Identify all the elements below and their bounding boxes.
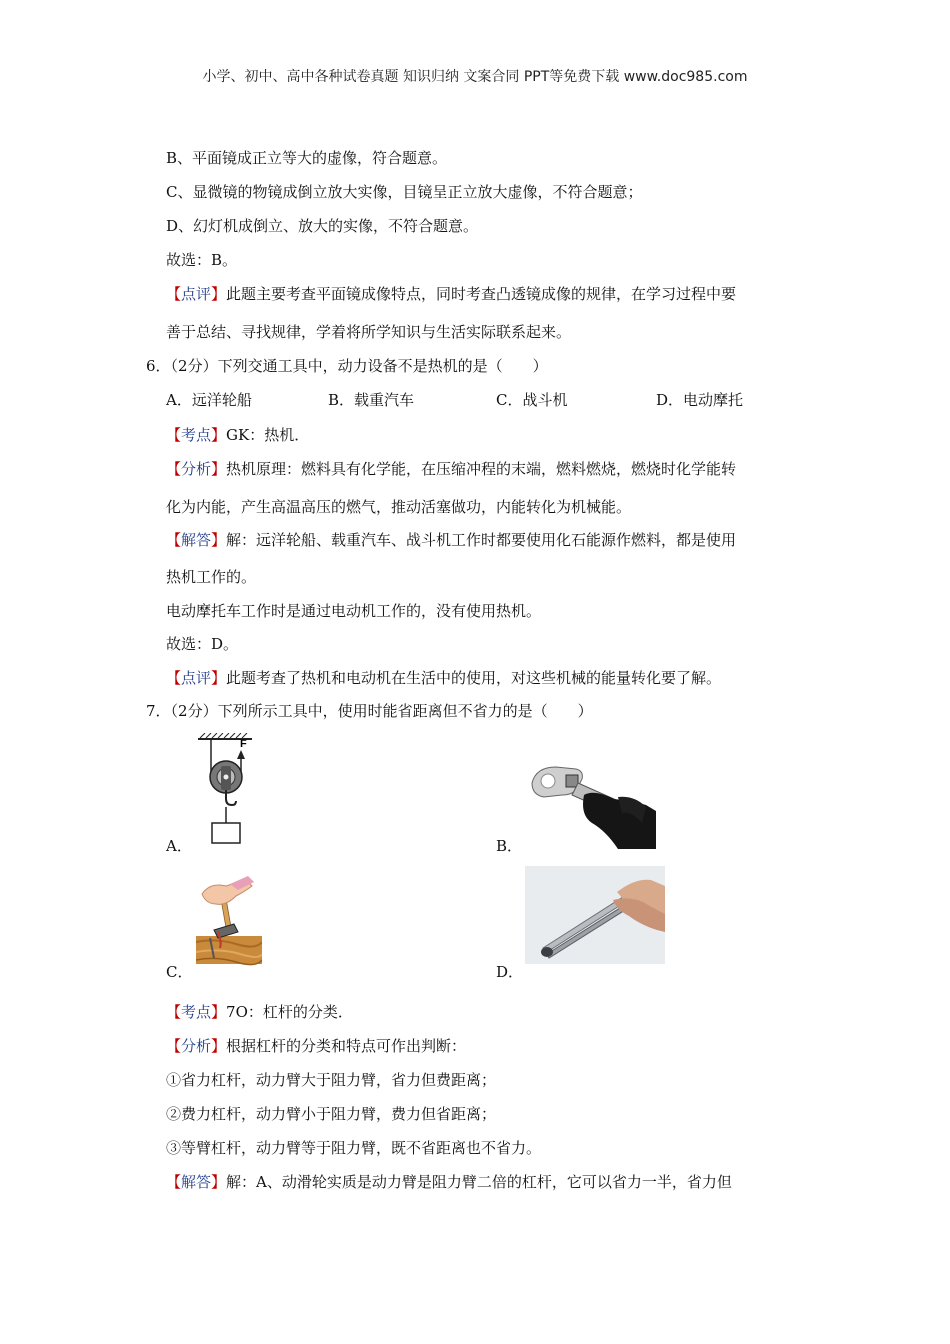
q7-analysis-line-4: ③等臂杠杆，动力臂等于阻力臂，既不省距离也不省力。 bbox=[166, 1139, 542, 1157]
q7-figure-a-label: A． bbox=[166, 837, 192, 855]
q6-analysis-line-2: 化为内能，产生高温高压的燃气，推动活塞做功，内能转化为机械能。 bbox=[166, 498, 632, 516]
q7-figure-b-label: B． bbox=[496, 837, 523, 855]
page-header: 小学、初中、高中各种试卷真题 知识归纳 文案合同 PPT等免费下载 www.doc985.com bbox=[202, 69, 748, 85]
force-label: F bbox=[240, 738, 247, 750]
q7-solution-line-1: 【解答】解：A、动滑轮实质是动力臂是阻力臂二倍的杠杆，它可以省力一半，省力但 bbox=[166, 1173, 732, 1191]
q7-analysis-line-2: ①省力杠杆，动力臂大于阻力臂，省力但费距离； bbox=[166, 1071, 497, 1089]
q7-point: 【考点】7O：杠杆的分类． bbox=[166, 1003, 353, 1021]
q6-comment: 【点评】此题考查了热机和电动机在生活中的使用，对这些机械的能量转化要了解。 bbox=[166, 669, 722, 687]
q6-answer: 故选：D。 bbox=[166, 635, 239, 653]
q5-option-b-explanation: B、平面镜成正立等大的虚像，符合题意。 bbox=[166, 149, 448, 167]
q6-option-c: C．战斗机 bbox=[496, 391, 568, 409]
wrench-figure bbox=[522, 761, 658, 849]
q6-option-a: A．远洋轮船 bbox=[166, 391, 252, 409]
q5-option-c-explanation: C、显微镜的物镜成倒立放大实像，目镜呈正立放大虚像，不符合题意； bbox=[166, 183, 643, 201]
q5-comment-line-2: 善于总结、寻找规律，学着将所学知识与生活实际联系起来。 bbox=[166, 323, 572, 341]
q7-figure-d-label: D． bbox=[496, 963, 524, 981]
q6-stem: 6．（2分）下列交通工具中，动力设备不是热机的是（ ） bbox=[146, 357, 548, 375]
q6-analysis-line-1: 【分析】热机原理：燃料具有化学能，在压缩冲程的末端，燃料燃烧，燃烧时化学能转 bbox=[166, 460, 737, 478]
q6-solution-line-3: 电动摩托车工作时是通过电动机工作的，没有使用热机。 bbox=[166, 602, 542, 620]
q5-comment-line-1: 【点评】此题主要考查平面镜成像特点，同时考查凸透镜成像的规律，在学习过程中要 bbox=[166, 285, 737, 303]
q7-analysis-line-1: 【分析】根据杠杆的分类和特点可作出判断： bbox=[166, 1037, 467, 1055]
pulley-figure bbox=[196, 733, 262, 849]
hammer-figure bbox=[196, 876, 262, 966]
q6-solution-line-1: 【解答】解：远洋轮船、载重汽车、战斗机工作时都要使用化石能源作燃料，都是使用 bbox=[166, 531, 737, 549]
q5-option-d-explanation: D、幻灯机成倒立、放大的实像，不符合题意。 bbox=[166, 217, 479, 235]
q6-option-b: B．载重汽车 bbox=[328, 391, 415, 409]
q5-comment-label: 点评 bbox=[181, 285, 212, 303]
q5-answer: 故选：B。 bbox=[166, 251, 238, 269]
q6-point: 【考点】GK：热机． bbox=[166, 426, 310, 444]
q7-figure-c-label: C． bbox=[166, 963, 193, 981]
q6-solution-line-2: 热机工作的。 bbox=[166, 568, 257, 586]
tweezers-figure bbox=[525, 866, 665, 964]
q7-stem: 7．（2分）下列所示工具中，使用时能省距离但不省力的是（ ） bbox=[146, 702, 593, 720]
q7-analysis-line-3: ②费力杠杆，动力臂小于阻力臂，费力但省距离； bbox=[166, 1105, 497, 1123]
q6-option-d: D．电动摩托 bbox=[656, 391, 744, 409]
